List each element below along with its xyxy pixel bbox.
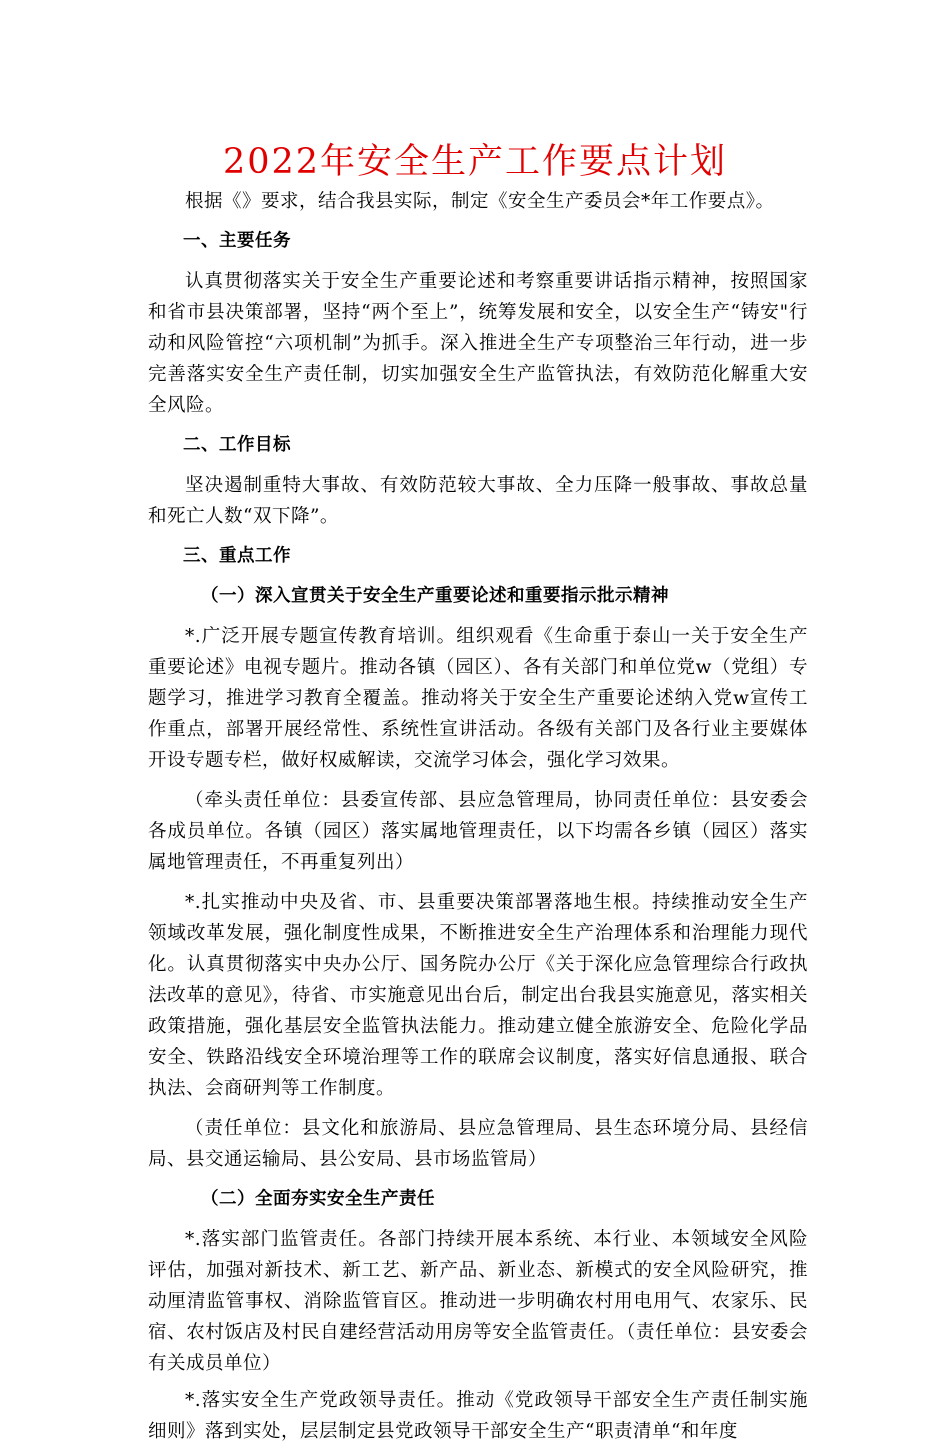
document-title: 2022年安全生产工作要点计划 — [222, 142, 728, 182]
item-paragraph: *.落实安全生产党政领导责任。推动《党政领导干部安全生产责任制实施细则》落到实处，层层制定县党政领导干部安全生产“职责清单“和年度 — [148, 1390, 808, 1442]
item-paragraph: *.广泛开展专题宣传教育培训。组织观看《生命重于泰山一关于安全生产重要论述》电视专题片。推动各镇（园区）、各有关部门和单位党w（党组）专题学习，推进学习教育全覆盖。推动将关于安全生产重要论述纳入党w宣传工作重点，部署开展经常性、系统性宣讲活动。各级有关部门及各行业主要媒体开设专题专栏，做好权威解读，交流学习体会，强化学习效果。 — [148, 626, 808, 771]
responsibility-paragraph: （责任单位：县文化和旅游局、县应急管理局、县生态环境分局、县经信局、县交通运输局、县公安局、县市场监管局） — [148, 1118, 808, 1170]
item-paragraph: *.落实部门监管责任。各部门持续开展本系统、本行业、本领域安全风险评估，加强对新技术、新工艺、新产品、新业态、新模式的安全风险研究，推动厘清监管事权、消除监管盲区。推动进一步明确农村用电用气、农家乐、民宿、农村饭店及村民自建经营活动用房等安全监管责任。（责任单位：县安委会有关成员单位） — [148, 1229, 808, 1374]
responsibility-paragraph: （牵头责任单位：县委宣传部、县应急管理局，协同责任单位：县安委会各成员单位。各镇（园区）落实属地管理责任，以下均需各乡镇（园区）落实属地管理责任，不再重复列出） — [148, 790, 808, 873]
section-heading-goals: 二、工作目标 — [183, 435, 291, 455]
goals-paragraph: 坚决遏制重特大事故、有效防范较大事故、全力压降一般事故、事故总量和死亡人数“双下降”。 — [148, 475, 808, 527]
intro-paragraph: 根据《》要求，结合我县实际，制定《安全生产委员会*年工作要点》。 — [185, 191, 775, 212]
section-heading-tasks: 一、主要任务 — [183, 231, 291, 251]
section-heading-key-work: 三、重点工作 — [183, 546, 291, 566]
tasks-paragraph: 认真贯彻落实关于安全生产重要论述和考察重要讲话指示精神，按照国家和省市县决策部署，坚持“两个至上”，统筹发展和安全，以安全生产“铸安"行动和风险管控“六项机制”为抓手。深入推进全生产专项整治三年行动，进一步完善落实安全生产责任制，切实加强安全生产监管执法，有效防范化解重大安全风险。 — [148, 271, 808, 416]
subsection-heading-2: （二）全面夯实安全生产责任 — [201, 1189, 435, 1209]
document-body — [148, 186, 808, 1456]
item-paragraph: *.扎实推动中央及省、市、县重要决策部署落地生根。持续推动安全生产领域改革发展，强化制度性成果，不断推进安全生产治理体系和治理能力现代化。认真贯彻落实中央办公厅、国务院办公厅《关于深化应急管理综合行政执法改革的意见》，待省、市实施意见出台后，制定出台我县实施意见，落实相关政策措施，强化基层安全监管执法能力。推动建立健全旅游安全、危险化学品安全、铁路沿线安全环境治理等工作的联席会议制度，落实好信息通报、联合执法、会商研判等工作制度。 — [148, 892, 808, 1099]
subsection-heading-1: （一）深入宣贯关于安全生产重要论述和重要指示批示精神 — [201, 586, 669, 606]
